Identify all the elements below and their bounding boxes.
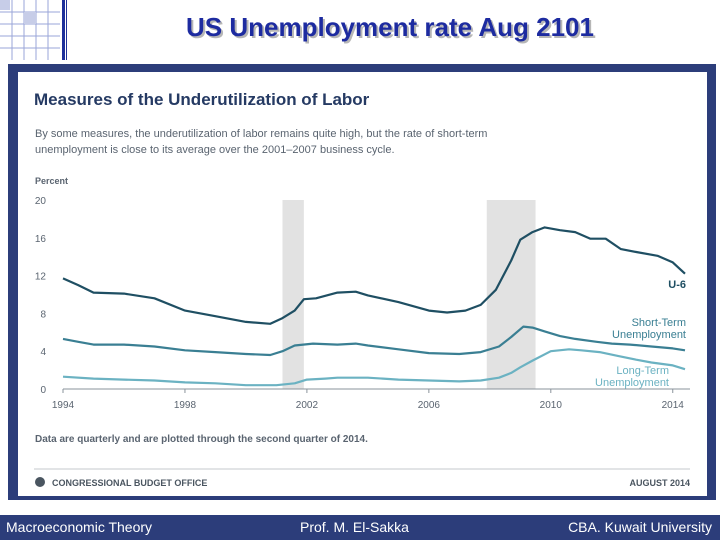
y-tick-label: 4 xyxy=(40,347,46,359)
x-tick-label: 2010 xyxy=(539,400,562,411)
figure-subtitle-line1: By some measures, the underutilization of labor remains quite high, but the rate of short-term xyxy=(35,128,488,140)
title-accent-line xyxy=(66,0,67,60)
long-term-unemployment-label: Unemployment xyxy=(595,377,669,389)
x-tick-label: 2002 xyxy=(295,400,319,411)
figure-note: Data are quarterly and are plotted through the second quarter of 2014. xyxy=(35,434,368,445)
slide-title: US Unemployment rate Aug 2101 xyxy=(186,12,594,42)
footer-author: Prof. M. El-Sakka xyxy=(300,519,409,535)
y-axis-ticks xyxy=(35,196,47,396)
underutilization-chart xyxy=(18,72,707,496)
short-term-unemployment-label: Short-Term xyxy=(631,317,686,329)
title-accent-bar xyxy=(62,0,65,60)
short-term-unemployment-label: Unemployment xyxy=(612,329,686,341)
long-term-unemployment-label: Long-Term xyxy=(616,365,669,377)
footer-course: Macroeconomic Theory xyxy=(6,519,153,535)
x-tick-label: 1998 xyxy=(173,400,197,411)
recession-band-1 xyxy=(487,200,536,389)
figure-source: CONGRESSIONAL BUDGET OFFICE xyxy=(52,478,208,488)
long-term-unemployment-line xyxy=(63,349,685,385)
y-tick-label: 12 xyxy=(34,271,46,283)
y-axis-label: Percent xyxy=(35,176,69,186)
footer-institution: CBA. Kuwait University xyxy=(568,519,712,535)
recession-bands xyxy=(283,200,536,389)
x-tick-label: 2006 xyxy=(417,400,440,411)
cbo-logo-icon xyxy=(35,477,45,487)
x-tick-label: 1994 xyxy=(51,400,75,411)
recession-band-0 xyxy=(283,200,304,389)
figure-panel xyxy=(18,72,707,496)
y-tick-label: 0 xyxy=(40,385,46,396)
figure-subtitle-line2: unemployment is close to its average over the 2001–2007 business cycle. xyxy=(35,144,395,156)
u6-label: U-6 xyxy=(668,279,686,291)
series-lines xyxy=(63,227,685,385)
u6-line xyxy=(63,227,685,323)
corner-grid-decoration xyxy=(0,0,60,60)
y-tick-label: 20 xyxy=(34,196,46,207)
y-tick-label: 8 xyxy=(40,309,46,321)
x-axis-ticks xyxy=(52,389,684,411)
x-tick-label: 2014 xyxy=(661,400,684,411)
series-labels xyxy=(595,279,686,389)
y-tick-label: 16 xyxy=(34,233,46,245)
figure-title: Measures of the Underutilization of Labor xyxy=(34,90,370,109)
figure-date: AUGUST 2014 xyxy=(629,478,690,488)
